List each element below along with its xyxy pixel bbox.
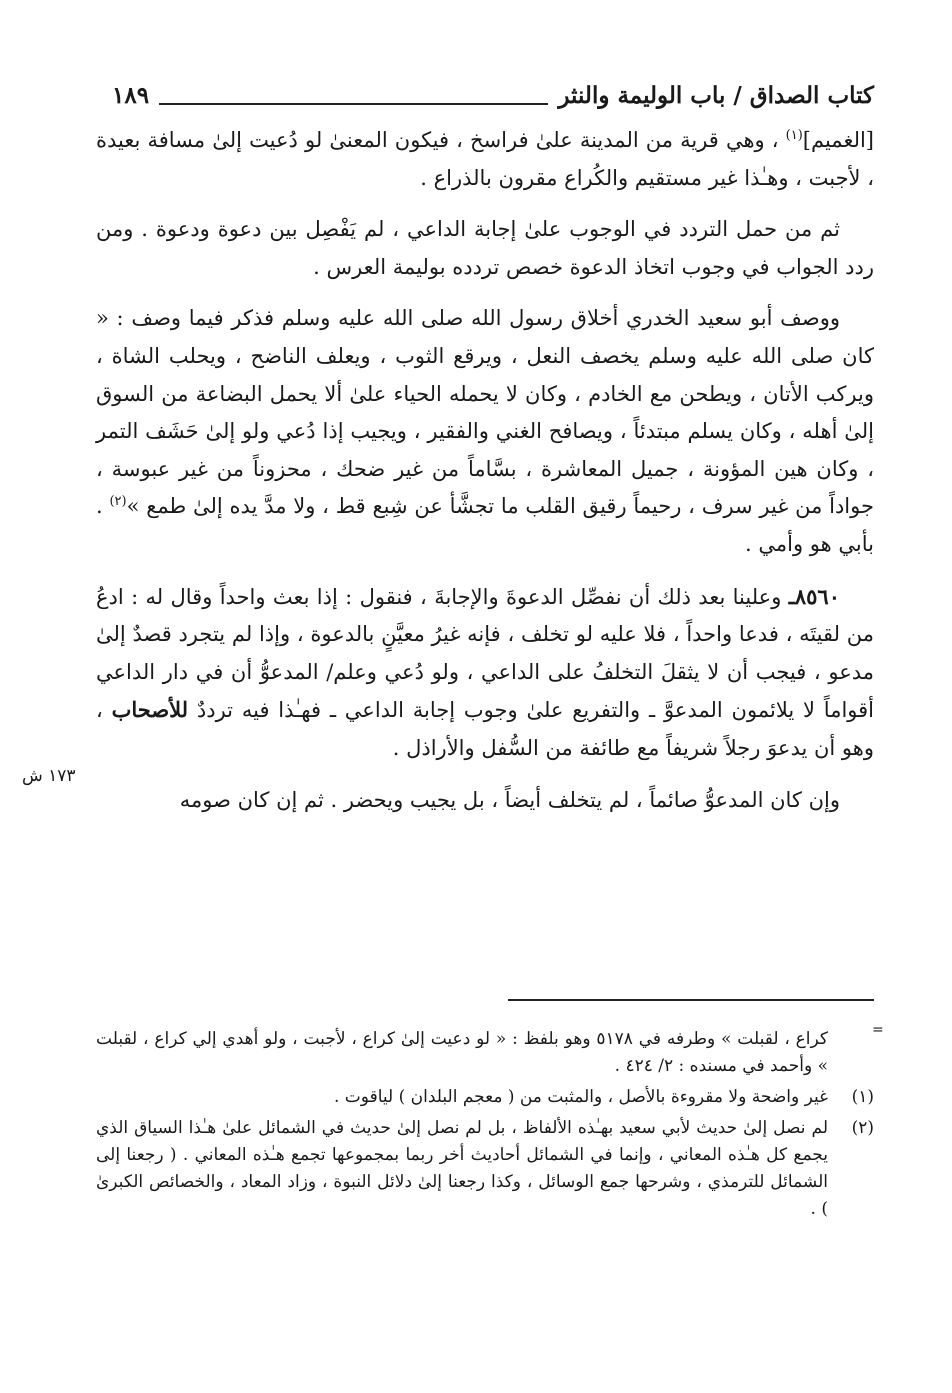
- issue-number: ٨٥٦٠ـ: [788, 583, 840, 609]
- footnote-1-text: غير واضحة ولا مقروءة بالأصل ، والمثبت من ( معجم البلدان ) لياقوت .: [333, 1087, 828, 1107]
- footnote-continuation-text: كراع ، لقبلت » وطرفه في ٥١٧٨ وهو بلفظ : « لو دعيت إلىٰ كراع ، لأجبت ، ولو أهدي إلي كراع ، لقبلت » وأحمد في مسنده : ٢/ ٤٢٤ .: [96, 1029, 828, 1076]
- footnotes: [96, 1026, 874, 1227]
- paragraph-3-text-b: . بأبي هو وأمي .: [96, 494, 874, 556]
- paragraph-1-text-a: [الغميم]: [802, 128, 874, 152]
- paragraph-2: ثم من حمل التردد في الوجوب علىٰ إجابة الداعي ، لم يَفْصِل بين دعوة ودعوة . ومن ردد الجواب في وجوب اتخاذ الدعوة خصص تردده بوليمة العرس .: [96, 217, 874, 279]
- paragraph-1: [96, 122, 874, 197]
- footnote-2-text: لم نصل إلىٰ حديث لأبي سعيد بهـٰذه الألفاظ ، بل لم نصل إلىٰ حديث في الشمائل علىٰ هـٰذا السياق الذي يجمع كل هـٰذه المعاني ، وإنما في الشمائل أحاديث أخر ربما بمجموعها تجمع هـٰذه المعاني . ( رجعنا إلى الشمائل للترمذي ، وشرحها جمع الوسائل ، وكذا رجعنا إلىٰ دلائل النبوة ، وزاد المعاد ، والخصائص الكبرىٰ ) .: [96, 1118, 828, 1219]
- footnote-ref-2: (٢): [109, 494, 127, 510]
- page-number: ١٨٩: [112, 81, 150, 109]
- footnote-2-number: (٢): [851, 1118, 874, 1138]
- footnote-2: [96, 1115, 874, 1223]
- footnote-1: [96, 1084, 874, 1111]
- paragraph-4-text-b: ، وهو أن يدعوَ رجلاً شريفاً مع طائفة من السُّفل والأراذل .: [96, 698, 874, 760]
- footnote-separator: [508, 999, 874, 1001]
- running-header: [112, 78, 874, 112]
- footnote-1-number: (١): [851, 1087, 874, 1107]
- footnote-continuation: [96, 1026, 874, 1080]
- paragraph-4-text-a: وعلينا بعد ذلك أن نفصِّل الدعوةَ والإجابةَ ، فنقول : إذا بعث واحداً وقال له : ادعُ من لقيتَه ، فدعا واحداً ، فلا عليه لو تخلف ، فإنه غيرُ معيَّنٍ بالدعوة ، وإذا لم يتجرد قصدٌ إلىٰ مدعو ، فيجب أن لا يثقلَ التخلفُ على الداعي ، ولو دُعي وعلم/ المدعوُّ أن في دار الداعي أقواماً لا يلائمون المدعوَّ ـ والتفريع علىٰ وجوب إجابة الداعي ـ فهـٰذا فيه ترددٌ: [96, 584, 875, 723]
- paragraph-5: وإن كان المدعوُّ صائماً ، لم يتخلف أيضاً ، بل يجيب ويحضر . ثم إن كان صومه: [179, 787, 840, 812]
- header-rule: [159, 85, 548, 105]
- paragraph-1-text-b: ، وهي قرية من المدينة علىٰ فراسخ ، فيكون المعنىٰ لو دُعيت إلىٰ مسافة بعيدة ، لأجبت ، وهـٰذا غير مستقيم والكُراع مقرون بالذراع .: [96, 128, 874, 190]
- main-text: [96, 122, 874, 833]
- paragraph-4: [96, 578, 874, 768]
- manuscript-folio-marker: ١٧٣ ش: [22, 766, 76, 786]
- paragraph-3: [96, 300, 874, 563]
- footnote-continuation-mark: =: [872, 1022, 884, 1038]
- bold-term: للأصحاب: [111, 697, 189, 723]
- paragraph-3-text-a: ووصف أبو سعيد الخدري أخلاق رسول الله صلى الله عليه وسلم فذكر فيما وصف : « كان صلى الله عليه وسلم يخصف النعل ، ويرقع الثوب ، ويعلف الناضح ، ويحلب الشاة ، ويركب الأتان ، ويطحن مع الخادم ، وكان لا يحمله الحياء علىٰ ألا يحمل البضاعة من السوق إلىٰ أهله ، وكان يسلم مبتدئاً ، ويصافح الغني والفقير ، ويجيب إذا دُعي ولو إلىٰ حَشَف التمر ، وكان هين المؤونة ، جميل المعاشرة ، بسَّاماً من غير ضحك ، محزوناً من غير عبوسة ، جواداً من غير سرف ، رحيماً رقيق القلب ما تجشَّأ عن شِبع قط ، ولا مدَّ يده إلىٰ طمع »: [96, 306, 874, 519]
- footnote-ref-1: (١): [785, 128, 803, 143]
- running-title: كتاب الصداق / باب الوليمة والنثر: [558, 81, 874, 109]
